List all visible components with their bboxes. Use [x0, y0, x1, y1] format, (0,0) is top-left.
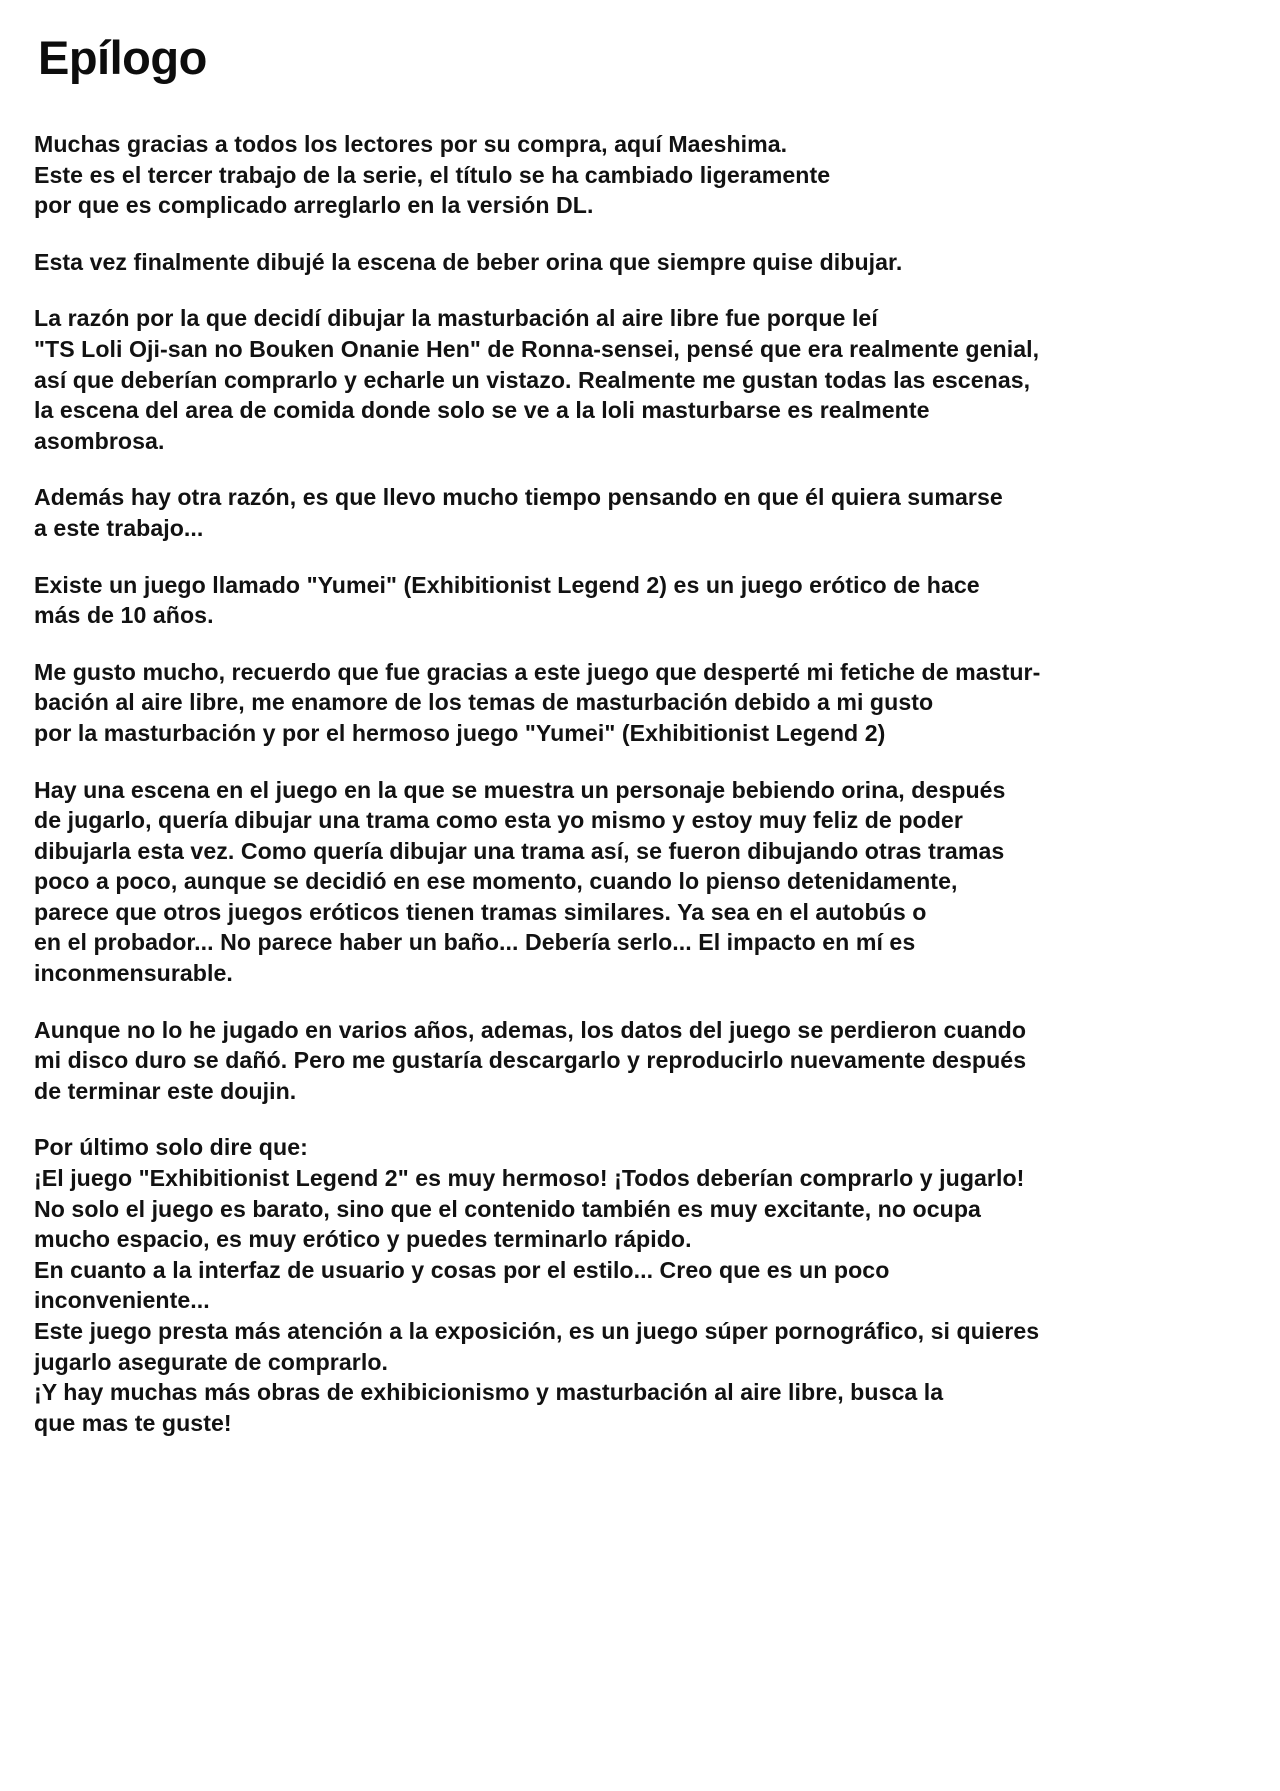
text-line: Aunque no lo he jugado en varios años, ademas, los datos del juego se perdieron cuando — [34, 1016, 1027, 1043]
text-line: inconveniente... — [34, 1287, 210, 1314]
text-line: a este trabajo... — [34, 514, 204, 541]
paragraph-closing — [34, 1132, 1240, 1438]
paragraph-greeting — [34, 129, 1240, 221]
text-line: poco a poco, aunque se decidió en ese momento, cuando lo pienso detenidamente, — [34, 868, 958, 895]
text-line: Existe un juego llamado "Yumei" (Exhibitionist Legend 2) es un juego erótico de hace — [34, 571, 980, 598]
text-line: mucho espacio, es muy erótico y puedes terminarlo rápido. — [34, 1226, 692, 1253]
text-line: No solo el juego es barato, sino que el contenido también es muy excitante, no ocupa — [34, 1195, 981, 1222]
text-line: jugarlo asegurate de comprarlo. — [34, 1348, 388, 1375]
paragraph-yumei-intro — [34, 570, 1240, 631]
text-line: Este juego presta más atención a la exposición, es un juego súper pornográfico, si quieres — [34, 1318, 1040, 1344]
text-line: dibujarla esta vez. Como quería dibujar una trama así, se fueron dibujando otras tramas — [34, 837, 1005, 864]
text-line: mi disco duro se dañó. Pero me gustaría descargarlo y reproducirlo nuevamente después — [34, 1047, 1027, 1074]
text-line: ¡Y hay muchas más obras de exhibicionismo y masturbación al aire libre, busca la — [34, 1379, 944, 1406]
text-line: que mas te guste! — [34, 1409, 232, 1436]
text-line: Muchas gracias a todos los lectores por su compra, aquí Maeshima. — [34, 131, 788, 157]
paragraph-reason — [34, 303, 1240, 456]
text-line: inconmensurable. — [34, 960, 233, 987]
text-line: ¡El juego "Exhibitionist Legend 2" es muy hermoso! ¡Todos deberían comprarlo y jugarlo! — [34, 1165, 1025, 1192]
text-line: así que deberían comprarlo y echarle un vistazo. Realmente me gustan todas las escenas, — [34, 366, 1031, 393]
text-line: asombrosa. — [34, 427, 165, 454]
text-line: de terminar este doujin. — [34, 1077, 297, 1104]
text-line: por que es complicado arreglarlo en la versión DL. — [34, 192, 594, 219]
paragraph-other-reason — [34, 482, 1240, 543]
paragraph-game-scene — [34, 775, 1240, 989]
text-line: Esta vez finalmente dibujé la escena de beber orina que siempre quise dibujar. — [34, 248, 903, 275]
text-line: "TS Loli Oji-san no Bouken Onanie Hen" de Ronna-sensei, pensé que era realmente genial, — [34, 335, 1040, 362]
text-line: más de 10 años. — [34, 602, 214, 629]
page-title: Epílogo — [38, 31, 207, 84]
paragraph-scene — [34, 247, 1240, 278]
document-body — [34, 129, 1240, 1438]
text-line: Este es el tercer trabajo de la serie, el título se ha cambiado ligeramente — [34, 161, 831, 188]
text-line: Me gusto mucho, recuerdo que fue gracias a este juego que desperté mi fetiche de mastur- — [34, 658, 1041, 685]
text-line: En cuanto a la interfaz de usuario y cosas por el estilo... Creo que es un poco — [34, 1256, 890, 1283]
text-line: Por último solo dire que: — [34, 1134, 308, 1161]
paragraph-hard-drive — [34, 1015, 1240, 1107]
text-line: en el probador... No parece haber un baño... Debería serlo... El impacto en mí es — [34, 929, 916, 956]
text-line: La razón por la que decidí dibujar la masturbación al aire libre fue porque leí — [34, 305, 878, 332]
text-line: la escena del area de comida donde solo se ve a la loli masturbarse es realmente — [34, 397, 930, 424]
text-line: por la masturbación y por el hermoso juego "Yumei" (Exhibitionist Legend 2) — [34, 719, 886, 746]
paragraph-fetish — [34, 657, 1240, 749]
text-line: Además hay otra razón, es que llevo mucho tiempo pensando en que él quiera sumarse — [34, 484, 1003, 511]
text-line: Hay una escena en el juego en la que se muestra un personaje bebiendo orina, después — [34, 776, 1006, 803]
text-line: de jugarlo, quería dibujar una trama como esta yo mismo y estoy muy feliz de poder — [34, 807, 963, 834]
text-line: parece que otros juegos eróticos tienen tramas similares. Ya sea en el autobús o — [34, 898, 927, 925]
text-line: bación al aire libre, me enamore de los temas de masturbación debido a mi gusto — [34, 689, 934, 716]
